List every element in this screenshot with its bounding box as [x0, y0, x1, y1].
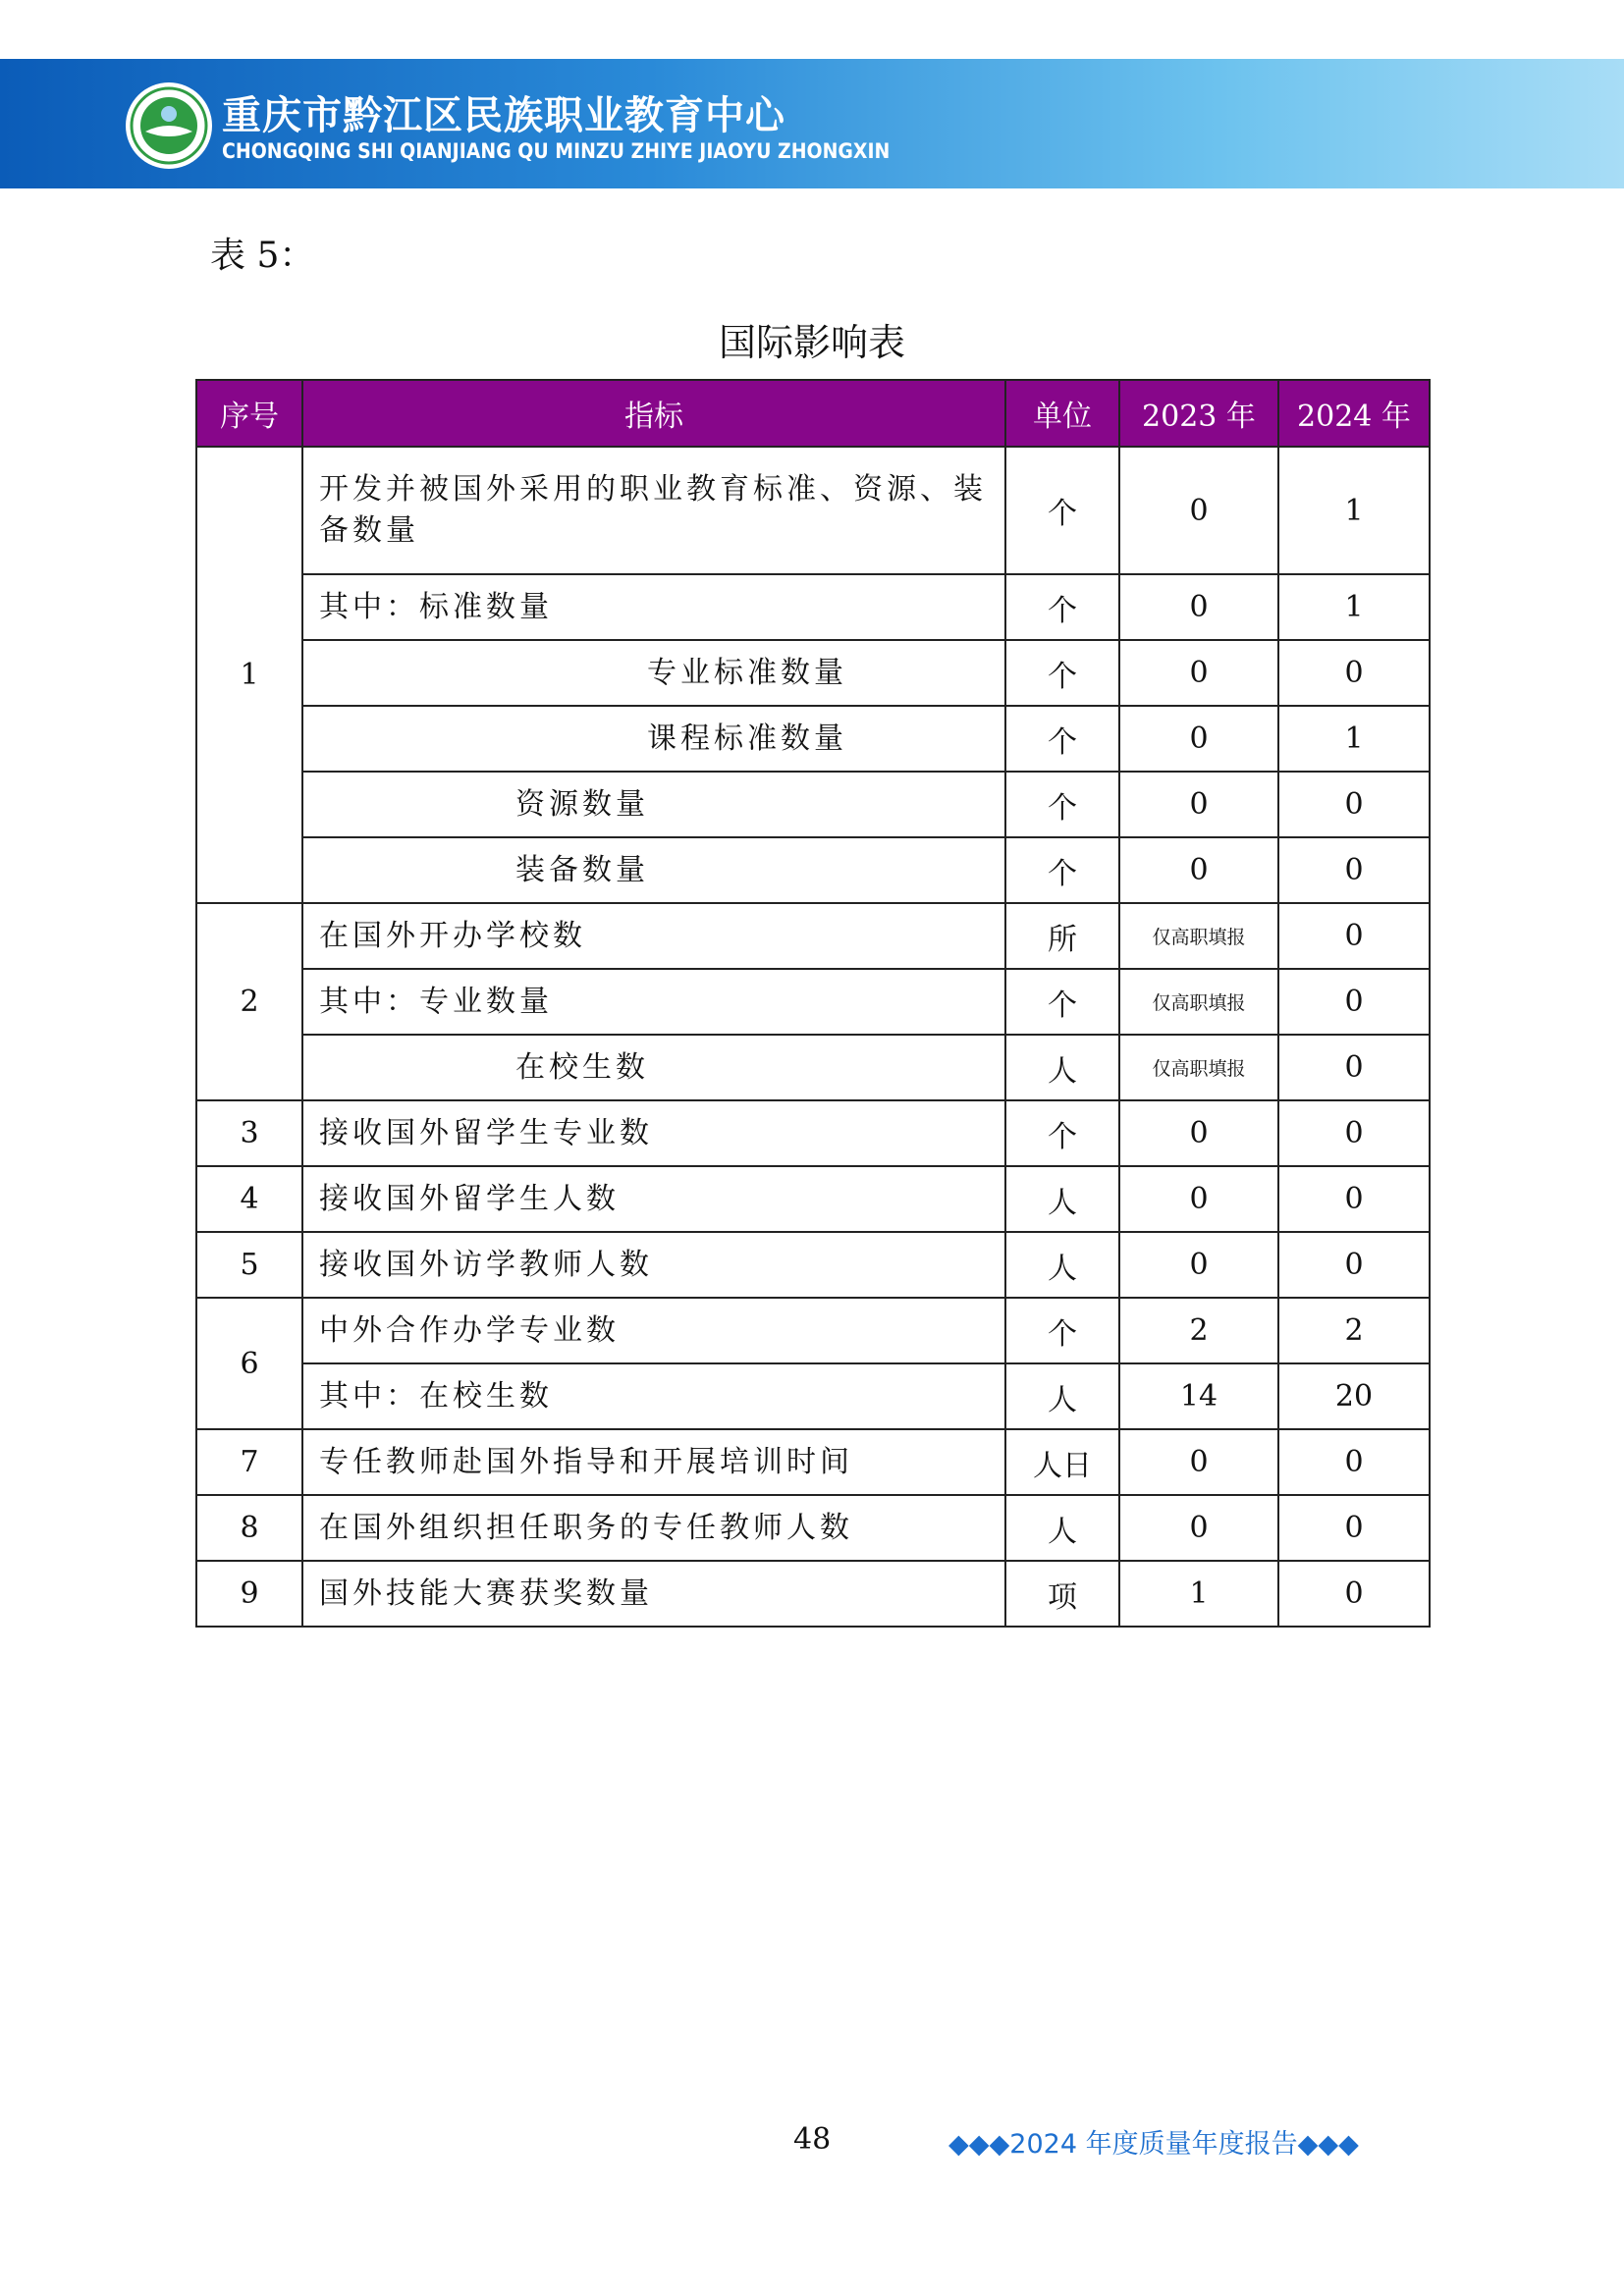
table-label: 表 5：: [210, 236, 315, 276]
table-row: [196, 1232, 1430, 1298]
table-row: [196, 1035, 1430, 1100]
indicator-cell: 中外合作办学专业数: [302, 1298, 1005, 1363]
value-2024-cell: 0: [1278, 903, 1430, 969]
school-name-cn: 重庆市黔江区民族职业教育中心: [222, 93, 785, 138]
indicator-cell: 其中：在校生数: [302, 1363, 1005, 1429]
value-2024-cell: 0: [1278, 1100, 1430, 1166]
indicator-cell: 装备数量: [302, 837, 1005, 903]
unit-cell: 个: [1005, 772, 1119, 837]
value-2023-cell: 0: [1119, 772, 1278, 837]
row-number: 1: [196, 447, 302, 903]
table-title: 国际影响表: [718, 321, 905, 364]
col-header-no: 序号: [196, 380, 302, 447]
unit-cell: 个: [1005, 640, 1119, 706]
value-2024-cell: 0: [1278, 837, 1430, 903]
table-row: [196, 1429, 1430, 1495]
international-influence-table: [195, 379, 1431, 1628]
indicator-cell: 专业标准数量: [302, 640, 1005, 706]
value-2023-cell: 0: [1119, 706, 1278, 772]
unit-cell: 人: [1005, 1166, 1119, 1232]
indicator-cell: 在校生数: [302, 1035, 1005, 1100]
unit-cell: 人日: [1005, 1429, 1119, 1495]
row-number: 4: [196, 1166, 302, 1232]
indicator-cell: 国外技能大赛获奖数量: [302, 1561, 1005, 1627]
page-number: 48: [793, 2122, 832, 2157]
table-row: [196, 772, 1430, 837]
indicator-cell: 在国外组织担任职务的专任教师人数: [302, 1495, 1005, 1561]
value-2023-cell: 仅高职填报: [1119, 903, 1278, 969]
value-2024-cell: 20: [1278, 1363, 1430, 1429]
unit-cell: 个: [1005, 706, 1119, 772]
value-2023-cell: 0: [1119, 1100, 1278, 1166]
school-name-en: CHONGQING SHI QIANJIANG QU MINZU ZHIYE JIAOYU ZHONGXIN: [222, 139, 891, 163]
indicator-cell: 资源数量: [302, 772, 1005, 837]
table-row: [196, 706, 1430, 772]
table-row: [196, 1495, 1430, 1561]
table-row: [196, 969, 1430, 1035]
row-number: 2: [196, 903, 302, 1100]
unit-cell: 个: [1005, 1298, 1119, 1363]
report-title-footer: ◆◆◆2024 年度质量年度报告◆◆◆: [948, 2129, 1359, 2160]
table-row: [196, 1363, 1430, 1429]
unit-cell: 个: [1005, 447, 1119, 574]
col-header-2023: 2023 年: [1119, 380, 1278, 447]
table-header-row: [196, 380, 1430, 447]
indicator-cell: 其中：标准数量: [302, 574, 1005, 640]
value-2024-cell: 0: [1278, 1561, 1430, 1627]
value-2024-cell: 0: [1278, 1232, 1430, 1298]
value-2023-cell: 2: [1119, 1298, 1278, 1363]
value-2024-cell: 0: [1278, 640, 1430, 706]
row-number: 5: [196, 1232, 302, 1298]
unit-cell: 个: [1005, 1100, 1119, 1166]
unit-cell: 所: [1005, 903, 1119, 969]
school-logo-icon: [124, 80, 214, 171]
value-2023-cell: 0: [1119, 1495, 1278, 1561]
col-header-unit: 单位: [1005, 380, 1119, 447]
value-2024-cell: 0: [1278, 1166, 1430, 1232]
indicator-cell: 专任教师赴国外指导和开展培训时间: [302, 1429, 1005, 1495]
value-2023-cell: 0: [1119, 1232, 1278, 1298]
unit-cell: 人: [1005, 1363, 1119, 1429]
table-row: [196, 574, 1430, 640]
indicator-cell: 其中：专业数量: [302, 969, 1005, 1035]
indicator-cell: 接收国外访学教师人数: [302, 1232, 1005, 1298]
value-2024-cell: 0: [1278, 772, 1430, 837]
value-2024-cell: 1: [1278, 706, 1430, 772]
indicator-cell: 在国外开办学校数: [302, 903, 1005, 969]
col-header-2024: 2024 年: [1278, 380, 1430, 447]
table-row: [196, 1166, 1430, 1232]
value-2023-cell: 0: [1119, 1166, 1278, 1232]
value-2024-cell: 0: [1278, 1495, 1430, 1561]
row-number: 7: [196, 1429, 302, 1495]
row-number: 6: [196, 1298, 302, 1429]
table-row: [196, 1100, 1430, 1166]
unit-cell: 项: [1005, 1561, 1119, 1627]
row-number: 9: [196, 1561, 302, 1627]
value-2023-cell: 仅高职填报: [1119, 1035, 1278, 1100]
indicator-cell: 接收国外留学生人数: [302, 1166, 1005, 1232]
table-row: [196, 1561, 1430, 1627]
value-2024-cell: 0: [1278, 969, 1430, 1035]
unit-cell: 人: [1005, 1232, 1119, 1298]
value-2023-cell: 仅高职填报: [1119, 969, 1278, 1035]
indicator-cell: 课程标准数量: [302, 706, 1005, 772]
table-row: [196, 903, 1430, 969]
row-number: 3: [196, 1100, 302, 1166]
value-2023-cell: 0: [1119, 447, 1278, 574]
value-2023-cell: 0: [1119, 640, 1278, 706]
row-number: 8: [196, 1495, 302, 1561]
table-row: [196, 640, 1430, 706]
unit-cell: 人: [1005, 1495, 1119, 1561]
unit-cell: 个: [1005, 837, 1119, 903]
indicator-cell: 接收国外留学生专业数: [302, 1100, 1005, 1166]
value-2023-cell: 0: [1119, 1429, 1278, 1495]
value-2023-cell: 0: [1119, 837, 1278, 903]
col-header-indicator: 指标: [302, 380, 1005, 447]
unit-cell: 个: [1005, 574, 1119, 640]
value-2023-cell: 14: [1119, 1363, 1278, 1429]
value-2024-cell: 0: [1278, 1429, 1430, 1495]
header-banner: [0, 59, 1624, 188]
table-row: [196, 447, 1430, 574]
value-2024-cell: 2: [1278, 1298, 1430, 1363]
value-2023-cell: 0: [1119, 574, 1278, 640]
table-row: [196, 1298, 1430, 1363]
value-2024-cell: 0: [1278, 1035, 1430, 1100]
unit-cell: 个: [1005, 969, 1119, 1035]
value-2023-cell: 1: [1119, 1561, 1278, 1627]
value-2024-cell: 1: [1278, 447, 1430, 574]
table-row: [196, 837, 1430, 903]
indicator-cell: 开发并被国外采用的职业教育标准、资源、装备数量: [302, 447, 1005, 574]
value-2024-cell: 1: [1278, 574, 1430, 640]
unit-cell: 人: [1005, 1035, 1119, 1100]
